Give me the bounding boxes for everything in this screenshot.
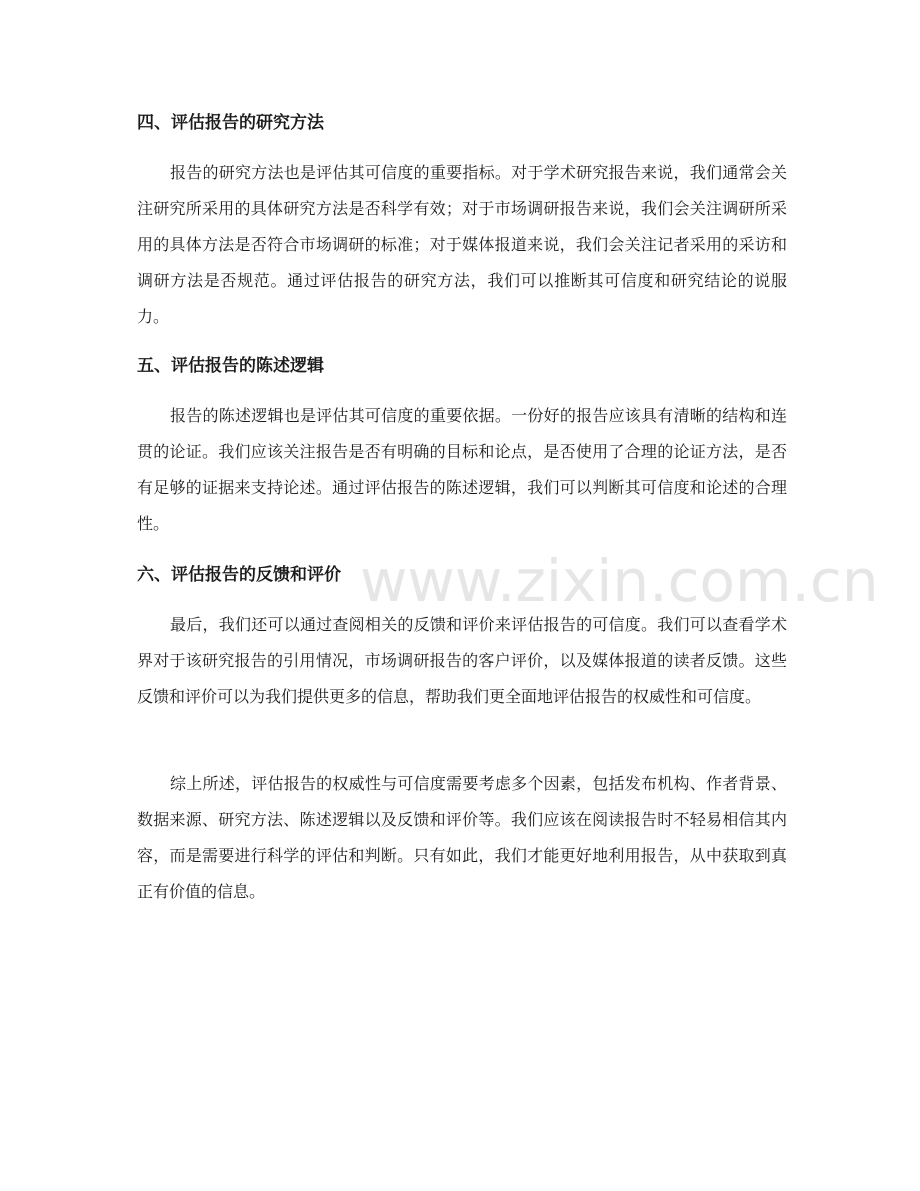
section-heading-research-methods: 四、评估报告的研究方法 <box>137 113 324 133</box>
section-heading-logic: 五、评估报告的陈述逻辑 <box>137 356 324 376</box>
watermark: www.zixin.com.cn <box>360 547 879 615</box>
conclusion-paragraph: 综上所述，评估报告的权威性与可信度需要考虑多个因素，包括发布机构、作者背景、数据来源、研究方法、陈述逻辑以及反馈和评价等。我们应该在阅读报告时不轻易相信其内容，而是需要进行科学的评估和判断。只有如此，我们才能更好地利用报告，从中获取到真正有价值的信息。 <box>137 774 787 901</box>
section-body-logic: 报告的陈述逻辑也是评估其可信度的重要依据。一份好的报告应该具有清晰的结构和连贯的论证。我们应该关注报告是否有明确的目标和论点，是否使用了合理的论证方法，是否有足够的证据来支持论述。通过评估报告的陈述逻辑，我们可以判断其可信度和论述的合理性。 <box>137 406 787 533</box>
section-body-feedback: 最后，我们还可以通过查阅相关的反馈和评价来评估报告的可信度。我们可以查看学术界对于该研究报告的引用情况，市场调研报告的客户评价，以及媒体报道的读者反馈。这些反馈和评价可以为我们提供更多的信息，帮助我们更全面地评估报告的权威性和可信度。 <box>137 615 787 706</box>
section-heading-feedback: 六、评估报告的反馈和评价 <box>137 565 341 585</box>
section-body-research-methods: 报告的研究方法也是评估其可信度的重要指标。对于学术研究报告来说，我们通常会关注研究所采用的具体研究方法是否科学有效；对于市场调研报告来说，我们会关注调研所采用的具体方法是否符合市场调研的标准；对于媒体报道来说，我们会关注记者采用的采访和调研方法是否规范。通过评估报告的研究方法，我们可以推断其可信度和研究结论的说服力。 <box>137 163 787 326</box>
